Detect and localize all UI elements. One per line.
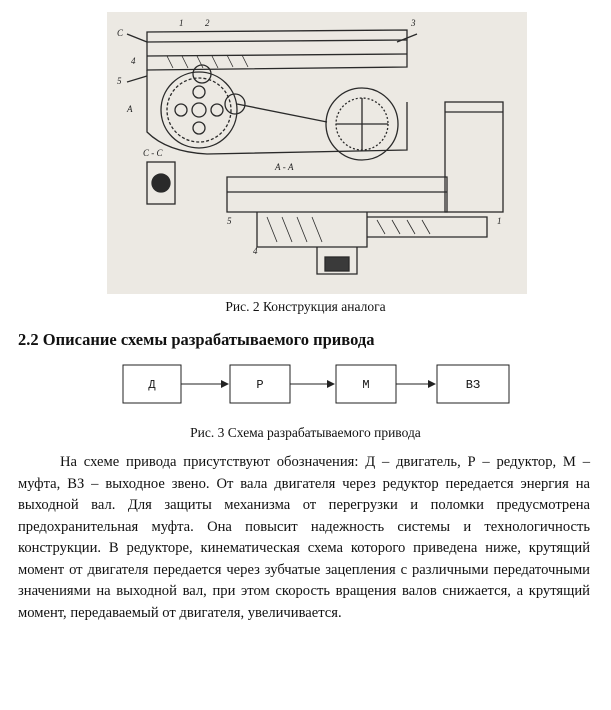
block-label-d: Д (148, 378, 156, 392)
section-heading: 2.2 Описание схемы разрабатываемого привода (18, 330, 375, 349)
label-2: 2 (205, 18, 210, 28)
label-1: 1 (179, 18, 184, 28)
label-c-top: С (117, 28, 124, 38)
figure-3-caption: Рис. 3 Схема разрабатываемого привода (190, 425, 421, 440)
block-label-m: М (362, 378, 370, 392)
label-section-aa: А - А (275, 162, 294, 172)
label-3: 3 (411, 18, 416, 28)
label-5-lower: 5 (227, 216, 232, 226)
label-1-right: 1 (497, 216, 502, 226)
label-5-upper: 5 (117, 76, 122, 86)
analog-construction-drawing (107, 12, 527, 294)
mechanism-sketch (107, 12, 527, 294)
body-text (18, 452, 590, 624)
drive-block-scheme (122, 364, 510, 406)
figure-2-caption: Рис. 2 Конструкция аналога (225, 299, 386, 314)
label-4-upper: 4 (131, 56, 136, 66)
label-a-left: А (127, 104, 133, 114)
block-label-vz: ВЗ (465, 378, 481, 392)
block-label-r: Р (256, 378, 264, 392)
label-section-cc: С - С (143, 148, 163, 158)
label-4-lower: 4 (253, 246, 258, 256)
body-paragraph: На схеме привода присутствуют обозначения: Д – двигатель, Р – редуктор, М – муфта, ВЗ – выходное звено. От вала двигателя через редуктор передается энергия на выходной вал. Для защиты механизма от перегрузки и поломки предусмотрена предохранительная муфта. Она повысит надежность системы и технологичность конструкции. В редукторе, кинематическая схема которого приведена ниже, крутящий момент от двигателя передается через зубчатые зацепления с различными передаточными значениями на выходной вал, при этом скорость вращения валов снижается, а крутящий момент, передаваемый от двигателя, увеличивается. (18, 454, 590, 621)
